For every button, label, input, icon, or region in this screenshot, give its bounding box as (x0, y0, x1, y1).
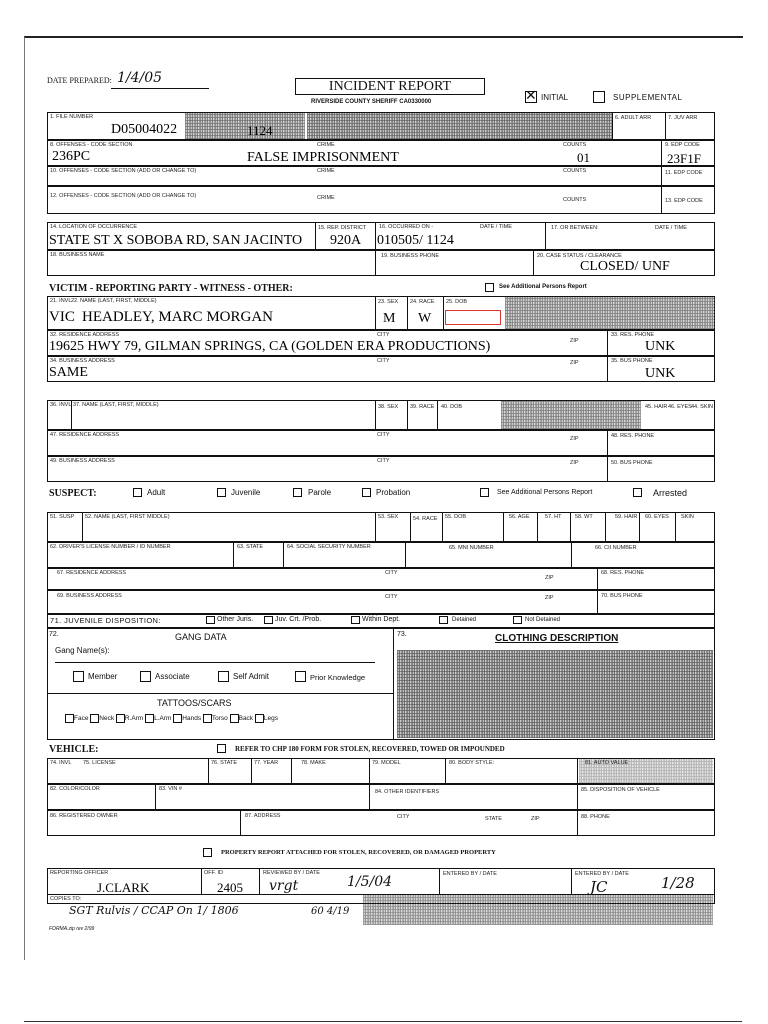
property-report-label: PROPERTY REPORT ATTACHED FOR STOLEN, RECOVERED, OR DAMAGED PROPERTY (221, 849, 496, 856)
divider (443, 296, 444, 330)
clothing-num: 73. (397, 631, 407, 638)
divider (607, 330, 608, 356)
vehicle-owner-label: 86. REGISTERED OWNER (50, 813, 118, 819)
counts-label: COUNTS (563, 142, 587, 148)
victim-business-label: 34. BUSINESS ADDRESS (50, 358, 115, 364)
vehicle-body-label: 80. BODY STYLE: (449, 760, 495, 766)
vehicle-color-label: 82. COLOR/COLOR (50, 786, 100, 792)
person2-city-label-2: CITY (377, 458, 390, 464)
divider (665, 112, 666, 140)
victim-dob-label: 25. DOB (446, 299, 468, 305)
business-phone-label: 19. BUSINESS PHONE (381, 253, 440, 259)
divider (607, 430, 608, 456)
suspect-wt-label: 58. WT (575, 514, 593, 520)
supplemental-label: SUPPLEMENTAL (613, 93, 683, 102)
vehicle-auto-value-label: 81. AUTO VALUE (585, 760, 629, 766)
hands-label: Hands (182, 715, 202, 723)
back-label: Back (238, 715, 254, 723)
vehicle-vin-label: 83. VIN # (159, 786, 182, 792)
copies-to-value: SGT Rulvis / CCAP On 1/ 1806 (69, 904, 239, 917)
victim-race-value: W (418, 311, 432, 326)
divider (375, 296, 376, 330)
victim-invl-label: 21. INVL (50, 298, 72, 304)
associate-label: Associate (155, 672, 190, 681)
divider (545, 222, 546, 250)
reviewed-date: 1/5/04 (347, 874, 393, 890)
redacted-area (185, 113, 305, 139)
suspect-juvenile-checkbox[interactable] (217, 488, 226, 497)
divider (503, 512, 504, 542)
entered-by-label-2: ENTERED BY / DATE (575, 871, 629, 877)
suspect-section-title: SUSPECT: (49, 488, 97, 499)
offense1-edp: 23F1F (667, 151, 701, 166)
divider (577, 758, 578, 784)
suspect-age-label: 56. AGE (509, 514, 530, 520)
vehicle-phone-label: 88. PHONE (581, 814, 610, 820)
divider (407, 400, 408, 430)
offense1-code: 236PC (52, 149, 91, 164)
property-report-checkbox[interactable] (203, 848, 212, 857)
offense1-crime: FALSE IMPRISONMENT (247, 150, 399, 165)
divider (597, 568, 598, 590)
divider (369, 784, 370, 810)
vehicle-city-label: CITY (397, 814, 410, 820)
person2-dob-label: 40. DOB (441, 404, 463, 410)
person2-eyes-label: 46. EYES (668, 404, 692, 410)
member-checkbox[interactable] (73, 671, 84, 682)
other-juris-checkbox[interactable] (206, 616, 215, 624)
vehicle-state-label: 76. STATE (211, 760, 238, 766)
divider (570, 512, 571, 542)
not-detained-checkbox[interactable] (513, 616, 522, 624)
case-status-value: CLOSED/ UNF (580, 259, 670, 274)
divider (445, 758, 446, 784)
victim-zip-label-2: ZIP (570, 360, 579, 366)
divider (577, 810, 578, 836)
vehicle-make-label: 78. MAKE (301, 760, 326, 766)
divider (82, 512, 83, 542)
suspect-name-label: 52. NAME (LAST, FIRST MIDDLE) (85, 514, 170, 520)
victim-sex-label: 23. SEX (378, 299, 399, 305)
vehicle-invl-label: 74. INVL (50, 760, 72, 766)
divider (661, 186, 662, 214)
victim-res-phone-label: 33. RES. PHONE (611, 332, 655, 338)
divider (410, 512, 411, 542)
divider (442, 512, 443, 542)
victim-sex-value: M (383, 311, 396, 326)
occurred-value: 010505/ 1124 (377, 233, 454, 248)
prior-knowledge-checkbox[interactable] (295, 671, 306, 682)
self-admit-checkbox[interactable] (218, 671, 229, 682)
victim-city-label-2: CITY (377, 358, 390, 364)
report-title: INCIDENT REPORT (328, 79, 452, 94)
file-number-label: 1. FILE NUMBER (50, 114, 94, 120)
person2-res-phone-label: 48. RES. PHONE (611, 433, 655, 439)
time-reported-value: 1124 (247, 123, 273, 138)
suspect-arrested-checkbox[interactable] (633, 488, 642, 497)
business-name-label: 18. BUSINESS NAME (50, 252, 105, 258)
suspect-parole-label: Parole (308, 488, 332, 497)
edp-code-label: 9. EDP CODE (665, 142, 700, 148)
vehicle-state2-label: STATE (485, 816, 502, 822)
file-number-value: D05004022 (111, 122, 178, 137)
divider (71, 400, 72, 430)
person2-invl-label: 36. INVL (50, 402, 72, 408)
torso-checkbox[interactable] (203, 714, 212, 723)
person2-skin-label: 44. SKIN (691, 404, 714, 410)
edp3-label: 13. EDP CODE (665, 198, 703, 204)
vehicle-section-title: VEHICLE: (49, 744, 99, 755)
vehicle-license-label: 75. LICENSE (83, 760, 116, 766)
page-edge-line (24, 1021, 742, 1022)
redacted-area-4 (501, 401, 641, 429)
divider (607, 356, 608, 382)
clothing-title: CLOTHING DESCRIPTION (495, 633, 619, 644)
member-label: Member (88, 672, 118, 681)
entered-date: 1/28 (661, 874, 695, 892)
suspect-arrested-label: Arrested (653, 488, 688, 498)
suspect-see-additional-label: See Additional Persons Report (497, 489, 593, 496)
suspect-ssn-label: 64. SOCIAL SECURITY NUMBER (287, 544, 371, 550)
detained-checkbox[interactable] (439, 616, 448, 624)
divider (240, 810, 241, 836)
suspect-state-label: 63. STATE (237, 544, 264, 550)
victim-bus-phone-label: 35. BUS PHONE (611, 358, 653, 364)
juv-crt-label: Juv. Crt. /Prob. (275, 616, 322, 623)
person2-name-label: 37. NAME (LAST, FIRST, MIDDLE) (73, 402, 159, 408)
neck-label: Neck (99, 715, 115, 723)
within-dept-label: Within Dept. (362, 616, 401, 623)
suspect-juvenile-label: Juvenile (231, 488, 261, 497)
location-value: STATE ST X SOBOBA RD, SAN JACINTO (49, 233, 303, 248)
chp180-label: REFER TO CHP 180 FORM FOR STOLEN, RECOVERED, TOWED OR IMPOUNDED (235, 745, 505, 753)
suspect-city-label-2: CITY (385, 594, 398, 600)
edp2-label: 11. EDP CODE (665, 170, 703, 176)
suspect-zip-label-2: ZIP (545, 595, 554, 601)
dob-highlight-box (445, 310, 501, 325)
suspect-dl-label: 62. DRIVER'S LICENSE NUMBER / ID NUMBER (50, 544, 171, 550)
gang-names-label: Gang Name(s): (55, 646, 110, 655)
hands-checkbox[interactable] (173, 714, 182, 723)
suspect-bus-phone-label: 70. BUS PHONE (601, 593, 643, 599)
offense3-label: 12. OFFENSES - CODE SECTION (ADD OR CHANGE TO) (50, 193, 197, 199)
divider (393, 628, 394, 740)
torso-label: Torso (211, 715, 228, 723)
rep-district-label: 15. REP. DISTRICT (318, 225, 367, 231)
suspect-skin-label: SKIN (681, 514, 694, 520)
face-label: Face (74, 715, 89, 723)
victim-name-value: HEADLEY, MARC MORGAN (82, 309, 273, 325)
suspect-eyes-label: 60. EYES (645, 514, 669, 520)
tattoo-options (65, 714, 278, 723)
location-label: 14. LOCATION OF OCCURRENCE (50, 224, 137, 230)
gang-divider (47, 693, 393, 694)
adult-arr-label: 6. ADULT ARR (615, 115, 652, 121)
r-arm-checkbox[interactable] (116, 714, 125, 723)
divider (155, 784, 156, 810)
incident-report-form (24, 36, 743, 960)
x-mark-icon: ✕ (525, 87, 537, 103)
offense1-label: 8. OFFENSES - CODE SECTION (50, 142, 133, 148)
divider (201, 868, 202, 894)
entered-initials: JC (590, 878, 608, 896)
off-id-value: 2405 (217, 880, 243, 895)
juvenile-disposition-label: 71. JUVENILE DISPOSITION: (50, 616, 161, 625)
rep-district-value: 920A (330, 233, 362, 248)
divider (375, 400, 376, 430)
divider (375, 512, 376, 542)
divider (607, 456, 608, 482)
copies-to-label: COPIES TO: (50, 896, 82, 902)
victim-name-label: 22. NAME (LAST, FIRST, MIDDLE) (71, 298, 157, 304)
divider (369, 758, 370, 784)
suspect-parole-checkbox[interactable] (293, 488, 302, 497)
divider (437, 400, 438, 430)
person2-sex-label: 38. SEX (378, 404, 399, 410)
divider (612, 112, 613, 140)
entered-by-label: ENTERED BY / DATE (443, 871, 497, 877)
suspect-susp-label: 51. SUSP (50, 514, 75, 520)
legs-checkbox[interactable] (255, 714, 264, 723)
juv-arr-label: 7. JUV ARR (668, 115, 698, 121)
gang-names-line (55, 662, 375, 663)
suspect-probation-checkbox[interactable] (362, 488, 371, 497)
divider (597, 590, 598, 614)
agency-name: RIVERSIDE COUNTY SHERIFF CA0330000 (311, 99, 432, 105)
prior-knowledge-label: Prior Knowledge (310, 673, 366, 682)
divider (405, 542, 406, 568)
date-time-label-2: DATE / TIME (655, 225, 687, 231)
divider (605, 512, 606, 542)
redacted-area-3 (505, 297, 715, 329)
divider (675, 512, 676, 542)
form-number: FORMA.zip rev 2/99 (49, 926, 95, 932)
suspect-ht-label: 57. HT (545, 514, 562, 520)
victim-bus-phone-value: UNK (645, 366, 676, 381)
offense1-counts: 01 (577, 150, 590, 165)
crime-label: CRIME (317, 142, 335, 148)
person2-race-label: 39. RACE (410, 404, 435, 410)
suspect-business-label: 69. BUSINESS ADDRESS (57, 593, 122, 599)
victim-business-value: SAME (49, 365, 88, 380)
off-id-label: OFF. ID (204, 870, 223, 876)
l-arm-checkbox[interactable] (145, 714, 154, 723)
victim-residence-label: 32. RESIDENCE ADDRESS (50, 332, 120, 338)
row-offense-3 (47, 186, 715, 214)
reporting-officer-label: REPORTING OFFICER (50, 870, 109, 876)
footer-redacted-area (363, 895, 713, 925)
gang-data-title: GANG DATA (175, 632, 227, 642)
crime3-label: CRIME (317, 195, 335, 201)
divider (639, 512, 640, 542)
divider (233, 542, 234, 568)
back-checkbox[interactable] (230, 714, 239, 723)
row-vehicle-3 (47, 810, 715, 836)
within-dept-checkbox[interactable] (351, 616, 360, 624)
reviewed-label: REVIEWED BY / DATE (263, 870, 320, 876)
counts2-label: COUNTS (563, 168, 587, 174)
face-checkbox[interactable] (65, 714, 74, 723)
tattoos-title: TATTOOS/SCARS (157, 698, 232, 708)
victim-city-label: CITY (377, 332, 390, 338)
suspect-zip-label: ZIP (545, 575, 554, 581)
divider (259, 868, 260, 894)
l-arm-label: L.Arm (154, 715, 172, 723)
divider (577, 784, 578, 810)
occurred-label: 16. OCCURRED ON - (379, 224, 434, 230)
juv-crt-checkbox[interactable] (264, 616, 273, 624)
gang-num: 72. (49, 631, 59, 638)
date-prepared-underline (111, 88, 209, 89)
suspect-residence-label: 67. RESIDENCE ADDRESS (57, 570, 127, 576)
chp180-checkbox[interactable] (217, 744, 226, 753)
victim-residence-value: 19625 HWY 79, GILMAN SPRINGS, CA (GOLDEN ERA PRODUCTIONS) (49, 339, 491, 354)
divider (571, 542, 572, 568)
suspect-mni-label: 65. MNI NUMBER (449, 545, 494, 551)
suspect-res-phone-label: 68. RES. PHONE (601, 570, 645, 576)
divider (661, 140, 662, 166)
suspect-adult-checkbox[interactable] (133, 488, 142, 497)
divider (533, 250, 534, 276)
person2-bus-phone-label: 50. BUS PHONE (611, 460, 653, 466)
divider (375, 250, 376, 276)
divider (283, 542, 284, 568)
neck-checkbox[interactable] (90, 714, 99, 723)
crime2-label: CRIME (317, 168, 335, 174)
clothing-redacted-area (397, 650, 713, 738)
suspect-cii-label: 66. CII NUMBER (595, 545, 637, 551)
victim-invl-value: VIC (49, 309, 75, 325)
divider (315, 222, 316, 250)
reporting-officer-value: J.CLARK (97, 880, 150, 895)
other-juris-label: Other Juris. (217, 616, 254, 623)
divider (291, 758, 292, 784)
vehicle-address-label: 87. ADDRESS (245, 813, 281, 819)
person2-hair-label: 45. HAIR (645, 404, 668, 410)
suspect-see-additional-checkbox[interactable] (480, 488, 489, 497)
reviewed-by-signature: vrgt (269, 878, 299, 894)
divider (537, 512, 538, 542)
counts3-label: COUNTS (563, 197, 587, 203)
divider (375, 222, 376, 250)
suspect-race-label: 54. RACE (413, 516, 438, 522)
divider (661, 166, 662, 186)
divider (251, 758, 252, 784)
date-prepared-label: DATE PREPARED: (47, 76, 112, 85)
date-time-label: DATE / TIME (480, 224, 512, 230)
or-between-label: 17. OR BETWEEN: (551, 225, 599, 231)
vehicle-other-id-label: 84. OTHER IDENTIFIERS (375, 789, 440, 795)
suspect-probation-label: Probation (376, 488, 411, 497)
offense2-label: 10. OFFENSES - CODE SECTION (ADD OR CHANGE TO) (50, 168, 197, 174)
person2-city-label: CITY (377, 432, 390, 438)
detained-label: Detained (452, 617, 477, 623)
self-admit-label: Self Admit (233, 672, 270, 681)
redacted-area-2 (307, 113, 612, 139)
divider (571, 868, 572, 894)
victim-see-additional-label: See Additional Persons Report (499, 284, 587, 290)
legs-label: Legs (263, 715, 278, 723)
not-detained-label: Not Detained (525, 617, 561, 623)
suspect-sex-label: 53. SEX (378, 514, 399, 520)
person2-residence-label: 47. RESIDENCE ADDRESS (50, 432, 120, 438)
divider (439, 868, 440, 894)
suspect-dob-label: 55. DOB (445, 514, 467, 520)
vehicle-disposition-label: 85. DISPOSITION OF VEHICLE (581, 787, 660, 793)
victim-zip-label: ZIP (570, 338, 579, 344)
case-status-label: 20. CASE STATUS / CLEARANCE (537, 253, 622, 259)
person2-zip-label-2: ZIP (570, 460, 579, 466)
associate-checkbox[interactable] (140, 671, 151, 682)
victim-race-label: 24. RACE (410, 299, 435, 305)
divider (407, 296, 408, 330)
person2-zip-label: ZIP (570, 436, 579, 442)
vehicle-zip-label: ZIP (531, 816, 540, 822)
vehicle-model-label: 79. MODEL (372, 760, 401, 766)
date-prepared-value: 1/4/05 (117, 70, 163, 86)
victim-res-phone-value: UNK (645, 339, 676, 354)
person2-business-label: 49. BUSINESS ADDRESS (50, 458, 115, 464)
supplemental-checkbox[interactable] (593, 91, 605, 103)
copies-note: 60 4/19 (311, 906, 350, 917)
divider (208, 758, 209, 784)
suspect-city-label: CITY (385, 570, 398, 576)
suspect-hair-label: 59. HAIR (615, 514, 638, 520)
victim-see-additional-checkbox[interactable] (485, 283, 494, 292)
victim-section-title: VICTIM - REPORTING PARTY - WITNESS - OTHER: (49, 283, 293, 294)
r-arm-label: R.Arm (124, 715, 144, 723)
vehicle-year-label: 77. YEAR (254, 760, 279, 766)
suspect-adult-label: Adult (147, 488, 166, 497)
initial-label: INITIAL (541, 93, 569, 102)
